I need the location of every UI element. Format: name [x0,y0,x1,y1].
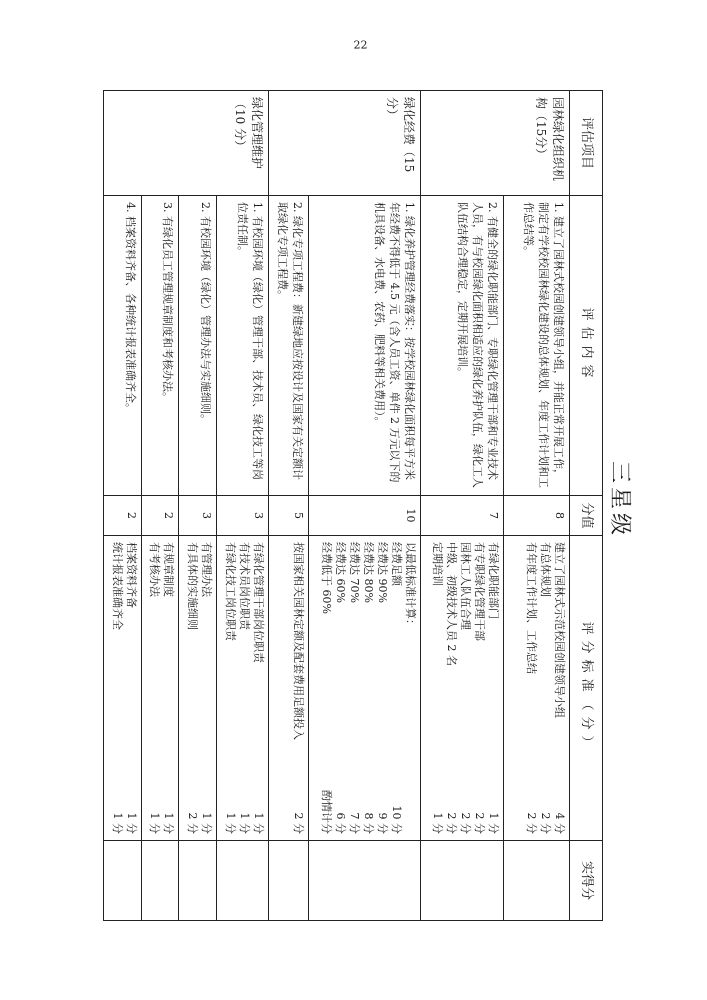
criteria-line [389,542,403,834]
scoring-criteria [216,536,268,841]
score-value: 8 [503,496,569,536]
table-body [104,91,570,921]
evaluation-content: 2. 有健全的绿化职能部门、专职绿化管理干部和专业技术人员，有与校园绿化面积相适应的绿化养护队伍，绿化工人队伍结构合理稳定，定期开展培训。 [421,196,503,496]
actual-score-cell[interactable] [421,841,503,921]
criteria-points: 1 分 [110,812,124,834]
criteria-line [161,542,175,834]
criteria-line [472,542,486,834]
criteria-text: 有规章制度 [162,542,176,597]
criteria-points: 2 分 [472,812,486,834]
scoring-criteria [308,536,420,841]
header-score: 分值 [570,496,603,536]
actual-score-cell[interactable] [503,841,569,921]
criteria-points: 2 分 [525,812,538,834]
evaluation-item: 绿化管理维护（10 分） [104,91,269,196]
score-value: 3 [216,496,268,536]
criteria-points: 7 分 [348,812,362,834]
score-value: 10 [308,496,420,536]
table-row [421,91,503,921]
evaluation-content: 3. 有绿化员工管理规章制度和考核办法。 [141,196,178,496]
page-title: 三星级 [607,460,632,539]
criteria-text: 中级、初级技术人员 2 名 [444,542,458,666]
criteria-line [223,542,237,834]
evaluation-table [103,90,603,921]
criteria-line [147,542,161,834]
criteria-line [124,542,138,834]
scoring-criteria [104,536,142,841]
criteria-line [319,542,333,834]
actual-score-cell[interactable] [104,841,142,921]
table-row [269,91,309,921]
header-criteria: 评分标准（分） [570,536,603,841]
table-row [308,91,420,921]
header-content: 评估内容 [570,196,603,496]
criteria-line [361,542,375,834]
criteria-text: 经费足额 [390,542,404,586]
criteria-points: 2 分 [539,812,552,834]
scoring-criteria [503,536,569,841]
criteria-points: 2 分 [444,812,458,834]
criteria-line [185,542,199,834]
criteria-text: 档案资料齐备 [124,542,138,608]
evaluation-content: 2. 绿化专项工程费：新建绿地应按设计及国家有关定额计取绿化专项工程费。 [269,196,309,496]
criteria-line [110,542,124,834]
criteria-points: 1 分 [430,812,444,834]
criteria-line [237,542,251,834]
criteria-points: 1 分 [124,812,138,834]
header-actual: 实得分 [570,841,603,921]
criteria-text: 有年度工作计划、工作总结 [525,542,538,674]
score-value: 7 [421,496,503,536]
actual-score-cell[interactable] [179,841,216,921]
actual-score-cell[interactable] [141,841,178,921]
table-row [179,91,216,921]
criteria-points: 10 分 [390,805,404,834]
criteria-text: 以最低标准计算： [404,542,418,630]
score-value: 2 [141,496,178,536]
criteria-text: 经费达 70% [348,542,362,603]
criteria-points: 1 分 [486,812,500,834]
evaluation-item: 园林绿化组织机构（15分） [421,91,570,196]
criteria-line [444,542,458,834]
evaluation-content: 4. 档案资料齐备、各种统计报表准确齐全。 [104,196,142,496]
criteria-line [552,542,566,834]
score-value: 5 [269,496,309,536]
criteria-text: 经费低于 60% [320,542,334,614]
table-row [503,91,569,921]
score-value: 3 [179,496,216,536]
criteria-line [333,542,347,834]
table-header-row [570,91,603,921]
criteria-text: 经费达 80% [362,542,376,603]
actual-score-cell[interactable] [269,841,309,921]
table-row [216,91,268,921]
criteria-line [486,542,500,834]
criteria-points: 1 分 [224,812,238,834]
criteria-points: 酌情计分 [320,790,334,834]
scoring-criteria [141,536,178,841]
criteria-text: 经费达 90% [376,542,390,603]
scoring-criteria [179,536,216,841]
criteria-points: 9 分 [376,812,390,834]
criteria-line [403,542,417,834]
criteria-points: 8 分 [362,812,376,834]
criteria-points: 1 分 [162,812,176,834]
criteria-points: 1 分 [252,812,266,834]
criteria-points: 4 分 [553,812,566,834]
criteria-text: 有具体的实施细则 [185,542,199,630]
actual-score-cell[interactable] [216,841,268,921]
criteria-text: 有考核办法 [148,542,162,597]
criteria-line [430,542,444,834]
criteria-points: 1 分 [238,812,252,834]
criteria-points: 2 分 [185,812,199,834]
evaluation-content: 1. 建立了园林式校园创建领导小组，并能正常开展工作，制定有学校校园林绿化建设的总体规划、年度工作计划和工作总结等。 [503,196,569,496]
evaluation-content: 2. 有校园环境（绿化）管理办法与实施细则。 [179,196,216,496]
criteria-text: 园林工人队伍合理 [458,542,472,630]
criteria-points: 1 分 [199,812,213,834]
criteria-text: 建立了园林式示范校园创建领导小组 [553,542,566,718]
criteria-text: 按国家相关园林定额及配套费用足额投入 [291,542,305,740]
criteria-text: 有绿化职能部门 [486,542,500,619]
evaluation-content: 1. 有校园环境（绿化）管理干部、技术员、绿化技工等岗位责任制。 [216,196,268,496]
criteria-text: 统计报表准确齐全 [110,542,124,630]
scoring-criteria [421,536,503,841]
criteria-text: 有绿化技工岗位职责 [224,542,238,641]
criteria-line [347,542,361,834]
criteria-points: 1 分 [148,812,162,834]
criteria-text: 定期培训 [430,542,444,586]
evaluation-content: 1. 绿化养护管理经费落实：按学校园林绿化面积每平方米年经费不得低于 4.5 元（含人员工资、单件 2 万元以下的机具设备、水电费、农药、肥料等相关费用）。 [308,196,420,496]
criteria-line [251,542,265,834]
header-item: 评估项目 [570,91,603,196]
scoring-criteria [269,536,309,841]
criteria-text: 有绿化管理干部岗位职责 [252,542,266,663]
criteria-text: 有技术员岗位职责 [238,542,252,630]
criteria-line [538,542,552,834]
criteria-line [375,542,389,834]
table-row [104,91,142,921]
criteria-line [199,542,213,834]
page-number: 22 [353,38,368,52]
criteria-line [524,542,538,834]
score-value: 2 [104,496,142,536]
criteria-points: 6 分 [334,812,348,834]
actual-score-cell[interactable] [308,841,420,921]
evaluation-item: 绿化经费（15分） [269,91,421,196]
table-row [141,91,178,921]
criteria-text: 有管理办法 [199,542,213,597]
criteria-text: 有专职绿化管理干部 [472,542,486,641]
criteria-line [291,542,305,834]
criteria-points: 2 分 [291,812,305,834]
criteria-points: 2 分 [458,812,472,834]
criteria-text: 有总体规划 [539,542,552,597]
criteria-text: 经费达 60% [334,542,348,603]
criteria-line [458,542,472,834]
